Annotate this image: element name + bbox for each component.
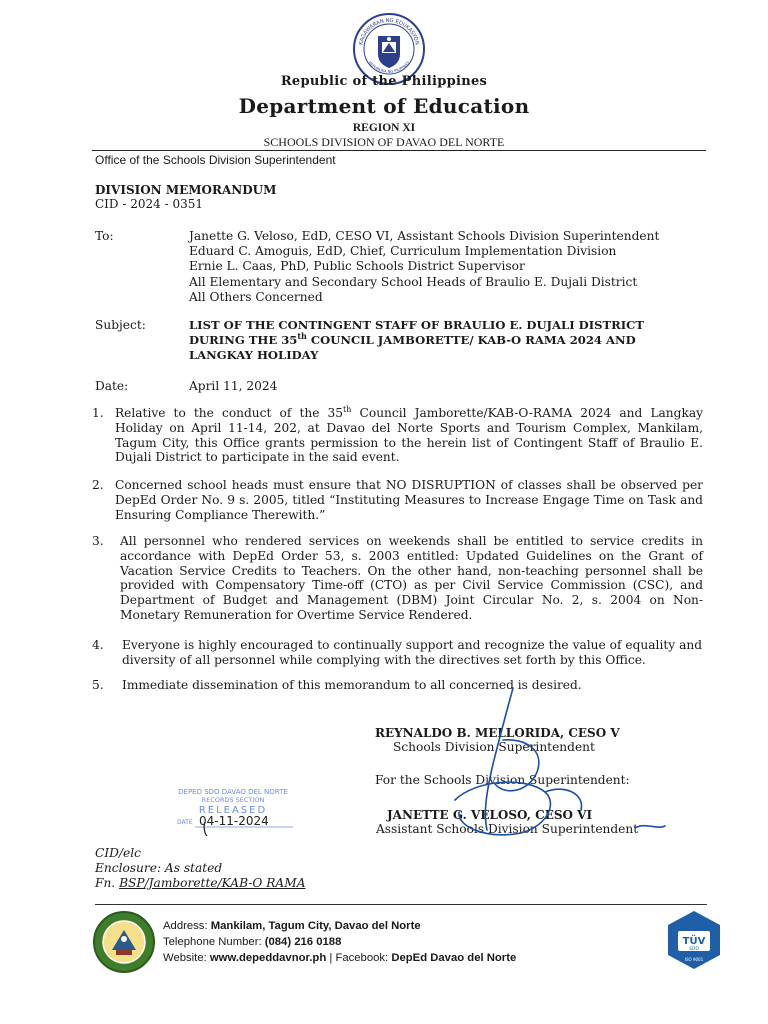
to-recipient-list bbox=[189, 229, 659, 305]
stamp-line1: DEPED SDO DAVAO DEL NORTE bbox=[178, 788, 288, 796]
filename-line: Fn. BSP/Jamborette/KAB-O RAMA bbox=[95, 876, 306, 890]
for-superintendent-line: For the Schools Division Superintendent: bbox=[375, 773, 630, 787]
recipient: Janette G. Veloso, EdD, CESO VI, Assistant Schools Division Superintendent bbox=[189, 229, 660, 243]
recipient: Ernie L. Caas, PhD, Public Schools District Supervisor bbox=[189, 259, 525, 274]
enclosure-line: Enclosure: As stated bbox=[95, 861, 223, 875]
seal-text-bottom: REPUBLIKA NG PILIPINAS bbox=[367, 60, 411, 74]
footer-web: Website: www.depeddavnor.ph | Facebook: DepEd Davao del Norte bbox=[163, 952, 517, 964]
to-label: To: bbox=[95, 229, 114, 243]
subject-line: LANGKAY HOLIDAY bbox=[189, 348, 319, 362]
paragraph-4: Everyone is highly encouraged to continually support and recognize the value of equality and diversity of all personnel while complying with the directives set forth by this Office. bbox=[122, 638, 702, 667]
paragraph-number: 2. bbox=[92, 478, 104, 492]
cid-elc: CID/elc bbox=[95, 846, 141, 860]
division-heading: SCHOOLS DIVISION OF DAVAO DEL NORTE bbox=[263, 135, 505, 149]
handwritten-signature-icon bbox=[395, 680, 675, 850]
signatory-1-position: Schools Division Superintendent bbox=[393, 740, 595, 754]
subject-line: DURING THE 35th COUNCIL JAMBORETTE/ KAB-O RAMA 2024 AND bbox=[189, 331, 636, 347]
signatory-2-name: JANETTE G. VELOSO, CESO VI bbox=[387, 808, 593, 822]
header-divider bbox=[92, 150, 706, 151]
tuv-sub: SÜD bbox=[689, 947, 699, 952]
department-heading: Department of Education bbox=[238, 94, 530, 118]
footer-address: Address: Mankilam, Tagum City, Davao del Norte bbox=[163, 920, 421, 932]
recipient: All Elementary and Secondary School Heads of Braulio E. Dujali District bbox=[189, 274, 638, 289]
stamp-date-value: 04-11-2024 bbox=[199, 814, 269, 828]
office-name: Office of the Schools Division Superintendent bbox=[95, 153, 336, 167]
date-value: April 11, 2024 bbox=[189, 379, 278, 393]
paragraph-number: 1. bbox=[92, 406, 104, 420]
memo-title: DIVISION MEMORANDUM bbox=[95, 183, 277, 197]
stamp-line2: RECORDS SECTION bbox=[201, 796, 265, 804]
republic-heading: Republic of the Philippines bbox=[280, 74, 488, 89]
recipient: Eduard C. Amoguis, EdD, Chief, Curriculum Implementation Division bbox=[189, 244, 617, 259]
paragraph-5: Immediate dissemination of this memorandum to all concerned is desired. bbox=[122, 678, 582, 692]
date-label: Date: bbox=[95, 379, 129, 393]
recipient: All Others Concerned bbox=[189, 289, 323, 304]
stamp-date-label: DATE bbox=[177, 819, 193, 826]
facebook-link[interactable]: DepEd Davao del Norte bbox=[391, 952, 517, 964]
footer-divider bbox=[95, 904, 707, 905]
region-heading: REGION XI bbox=[352, 122, 416, 134]
stamp-line3: RELEASED bbox=[198, 805, 268, 816]
paragraph-number: 3. bbox=[92, 534, 104, 548]
subject-label: Subject: bbox=[95, 318, 146, 332]
website-link[interactable]: www.depeddavnor.ph bbox=[209, 952, 327, 964]
footer-phone: Telephone Number: (084) 216 0188 bbox=[163, 936, 342, 948]
subject-line: LIST OF THE CONTINGENT STAFF OF BRAULIO E. DUJALI DISTRICT bbox=[189, 318, 645, 332]
tuv-iso: ISO 9001 bbox=[684, 957, 704, 962]
seal-text-top: KAGAWARAN NG EDUKASYON bbox=[358, 17, 420, 46]
subject-text bbox=[189, 318, 669, 363]
paragraph-3: All personnel who rendered services on weekends shall be entitled to service credits in accordance with DepEd Order 53, s. 2003 entitled: Updated Guidelines on the Grant of Vacation Service Credits to Teachers. On the other hand, non-teaching personnel shall be provided with Compensatory Time-off (CTO) as per Civil Service Commission (CSC), and Department of Budget and Management (DBM) Joint Circular No. 2, s. 2004 on Non-Monetary Remuneration for Overtime Service Rendered. bbox=[120, 534, 703, 622]
signatory-2-position: Assistant Schools Division Superintendent bbox=[376, 822, 639, 836]
memo-cid: CID - 2024 - 0351 bbox=[95, 197, 203, 211]
tuv-text: TÜV bbox=[682, 936, 706, 947]
released-stamp bbox=[175, 786, 295, 836]
paragraph-1: Relative to the conduct of the 35th Council Jamborette/KAB-O-RAMA 2024 and Langkay Holiday on April 11-14, 202, at Davao del Norte Sports and Tourism Complex, Mankilam, Tagum City, this Office grants permission to the herein list of Contingent Staff of Braulio E. Dujali District to participate in the said event. bbox=[115, 404, 703, 465]
tuv-sud-certification-icon bbox=[662, 909, 726, 971]
signatory-1-name: REYNALDO B. MELLORIDA, CESO V bbox=[375, 726, 620, 740]
paragraph-number: 4. bbox=[92, 638, 104, 652]
davao-del-norte-division-seal-icon bbox=[92, 910, 156, 974]
paragraph-number: 5. bbox=[92, 678, 104, 692]
paragraph-2: Concerned school heads must ensure that NO DISRUPTION of classes shall be observed per DepEd Order No. 9 s. 2005, titled “Instituting Measures to Increase Engage Time on Task and Ensuring Compliance Therewith.” bbox=[115, 478, 703, 522]
